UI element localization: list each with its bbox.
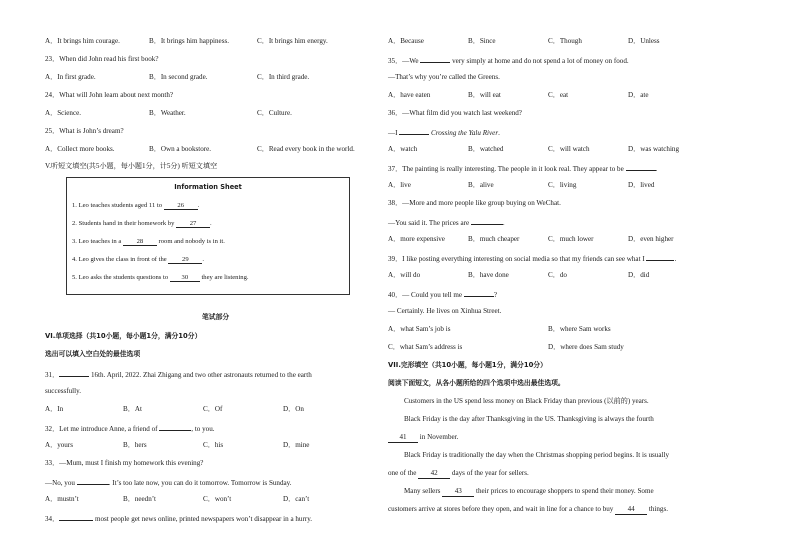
q39-option-b: B．have done [468, 271, 509, 279]
q33-option-c: C．won’t [203, 495, 232, 503]
question-31-cont: successfully. [45, 387, 81, 395]
q35-option-a: A．have eaten [388, 91, 431, 99]
question-36-reply: —I Crossing the Yalu River. [388, 129, 500, 137]
q36-option-c: C．will watch [548, 145, 590, 153]
q37-option-c: C．living [548, 181, 577, 189]
question-38: 38．—More and more people like group buying on WeChat. [388, 199, 561, 207]
q31-option-a: A．In [45, 405, 64, 413]
q33-option-d: D．can’t [283, 495, 310, 503]
q32-option-c: C．his [203, 441, 224, 449]
blank-26: 26 [177, 202, 184, 209]
q36-option-d: D．was watching [628, 145, 680, 153]
passage-paragraph-3: Black Friday is traditionally the day when the Christmas shopping period begins. It is usually [404, 451, 669, 459]
q23-option-b: B．In second grade. [149, 73, 208, 81]
q23-option-c: C．In third grade. [257, 73, 310, 81]
section-5-heading: V.听短文填空(共5小题，每小题1分，计5分) 听短文填空 [45, 162, 218, 170]
q31-option-b: B．At [123, 405, 142, 413]
q35-option-b: B．will eat [468, 91, 501, 99]
question-40: 40．— Could you tell me ? [388, 291, 498, 299]
blank-30: 30 [181, 274, 189, 281]
question-35-reply: —That’s why you’re called the Greens. [388, 73, 500, 81]
question-34: 34． most people get news online, printed newspapers won’t disappear in a hurry. [45, 515, 313, 523]
info-item-4: 4. Leo gives the class in front of the 29 . [72, 256, 204, 263]
passage-paragraph-3-cont: one of the 42 days of the year for sellers. [388, 469, 529, 477]
q38-option-b: B．much cheaper [468, 235, 520, 243]
info-item-5: 5. Leo asks the students questions to 30 they are listening. [72, 274, 249, 281]
info-item-3: 3. Leo teaches in a 28 room and nobody is in it. [72, 238, 225, 245]
q34-option-a: A．Because [388, 37, 424, 45]
question-25: 25．What is John’s dream? [45, 127, 124, 135]
question-37: 37．The painting is really interesting. The people in it look real. They appear to be . [388, 165, 658, 173]
q25-option-b: B．Own a bookstore. [149, 145, 212, 153]
information-sheet [66, 177, 350, 295]
q34-option-b: B．Since [468, 37, 496, 45]
q38-option-a: A．more expensive [388, 235, 445, 243]
question-33-reply: —No, you . It’s too late now, you can do it tomorrow. Tomorrow is Sunday. [45, 479, 292, 487]
q39-option-d: D．did [628, 271, 650, 279]
q32-option-b: B．hers [123, 441, 147, 449]
blank-28: 28 [136, 238, 144, 245]
q39-option-c: C．do [548, 271, 567, 279]
section-6-heading: VI.单项选择（共10小题，每小题1分，满分10分） [45, 332, 202, 340]
q35-option-d: D．ate [628, 91, 649, 99]
q22-option-a: A．It brings him courage. [45, 37, 120, 45]
blank-44: 44 [627, 505, 635, 513]
information-sheet-title: Information Sheet [174, 183, 242, 191]
q24-option-b: B．Weather. [149, 109, 186, 117]
written-part-heading: 笔试部分 [202, 313, 230, 321]
q40-option-a: A．what Sam’s job is [388, 325, 451, 333]
info-item-1: 1. Leo teaches students aged 11 to 26 . [72, 202, 200, 209]
q40-option-c: C．what Sam’s address is [388, 343, 463, 351]
info-item-2: 2. Students hand in their homework by 27 . [72, 220, 212, 227]
q25-option-c: C．Read every book in the world. [257, 145, 355, 153]
q22-option-b: B．It brings him happiness. [149, 37, 229, 45]
q33-option-a: A．mustn’t [45, 495, 79, 503]
blank-27: 27 [189, 220, 197, 227]
q37-option-a: A．live [388, 181, 411, 189]
q22-option-c: C．It brings him energy. [257, 37, 328, 45]
q38-option-d: D．even higher [628, 235, 674, 243]
question-24: 24．What will John learn about next month? [45, 91, 174, 99]
q33-option-b: B．needn’t [123, 495, 156, 503]
question-23: 23．When did John read his first book? [45, 55, 159, 63]
question-35: 35．—We very simply at home and do not spend a lot of money on food. [388, 57, 629, 65]
blank-43: 43 [454, 487, 462, 495]
blank-29: 29 [182, 256, 189, 263]
q23-option-a: A．In first grade. [45, 73, 96, 81]
q40-option-d: D．where does Sam study [548, 343, 624, 351]
question-32: 32．Let me introduce Anne, a friend of , to you. [45, 425, 215, 433]
q35-option-c: C．eat [548, 91, 569, 99]
q25-option-a: A．Collect more books. [45, 145, 115, 153]
passage-paragraph-2: Black Friday is the day after Thanksgiving in the US. Thanksgiving is always the fourth [404, 415, 654, 423]
q34-option-d: D．Unless [628, 37, 660, 45]
q32-option-d: D．mine [283, 441, 310, 449]
passage-paragraph-4-cont: customers arrive at stores before they open, and wait in line for a chance to buy 44 things. [388, 505, 669, 513]
q32-option-a: A．yours [45, 441, 73, 449]
question-38-reply: —You said it. The prices are . [388, 219, 505, 227]
question-40-reply: — Certainly. He lives on Xinhua Street. [388, 307, 502, 315]
q24-option-c: C．Culture. [257, 109, 292, 117]
q34-option-c: C．Though [548, 37, 582, 45]
q31-option-d: D．On [283, 405, 304, 413]
blank-42: 42 [430, 469, 438, 477]
q37-option-b: B．alive [468, 181, 494, 189]
section-7-instruction: 阅读下面短文，从各小题所给的四个选项中选出最佳选项。 [388, 379, 565, 387]
q31-option-c: C．Of [203, 405, 223, 413]
q37-option-d: D．lived [628, 181, 655, 189]
question-33: 33．—Mum, must I finish my homework this evening? [45, 459, 204, 467]
q38-option-c: C．much lower [548, 235, 594, 243]
q40-option-b: B．where Sam works [548, 325, 611, 333]
passage-paragraph-4: Many sellers 43 their prices to encourage shoppers to spend their money. Some [404, 487, 654, 495]
section-7-heading: VII.完形填空（共10小题，每小题1分，满分10分） [388, 361, 547, 369]
q39-option-a: A．will do [388, 271, 421, 279]
passage-paragraph-2-cont: 41 in November. [388, 433, 458, 443]
passage-paragraph-1: Customers in the US spend less money on Black Friday than previous (以前的) years. [404, 397, 649, 405]
blank-41: 41 [399, 433, 407, 441]
question-39: 39．I like posting everything interesting on social media so that my friends can see what I . [388, 255, 677, 263]
question-36: 36．—What film did you watch last weekend? [388, 109, 522, 117]
q36-option-b: B．watched [468, 145, 504, 153]
section-6-instruction: 选出可以填入空白处的最佳选项 [45, 350, 141, 358]
question-31: 31． 16th. April, 2022. Zhai Zhigang and two other astronauts returned to the earth [45, 371, 312, 379]
q24-option-a: A．Science. [45, 109, 82, 117]
q36-option-a: A．watch [388, 145, 418, 153]
